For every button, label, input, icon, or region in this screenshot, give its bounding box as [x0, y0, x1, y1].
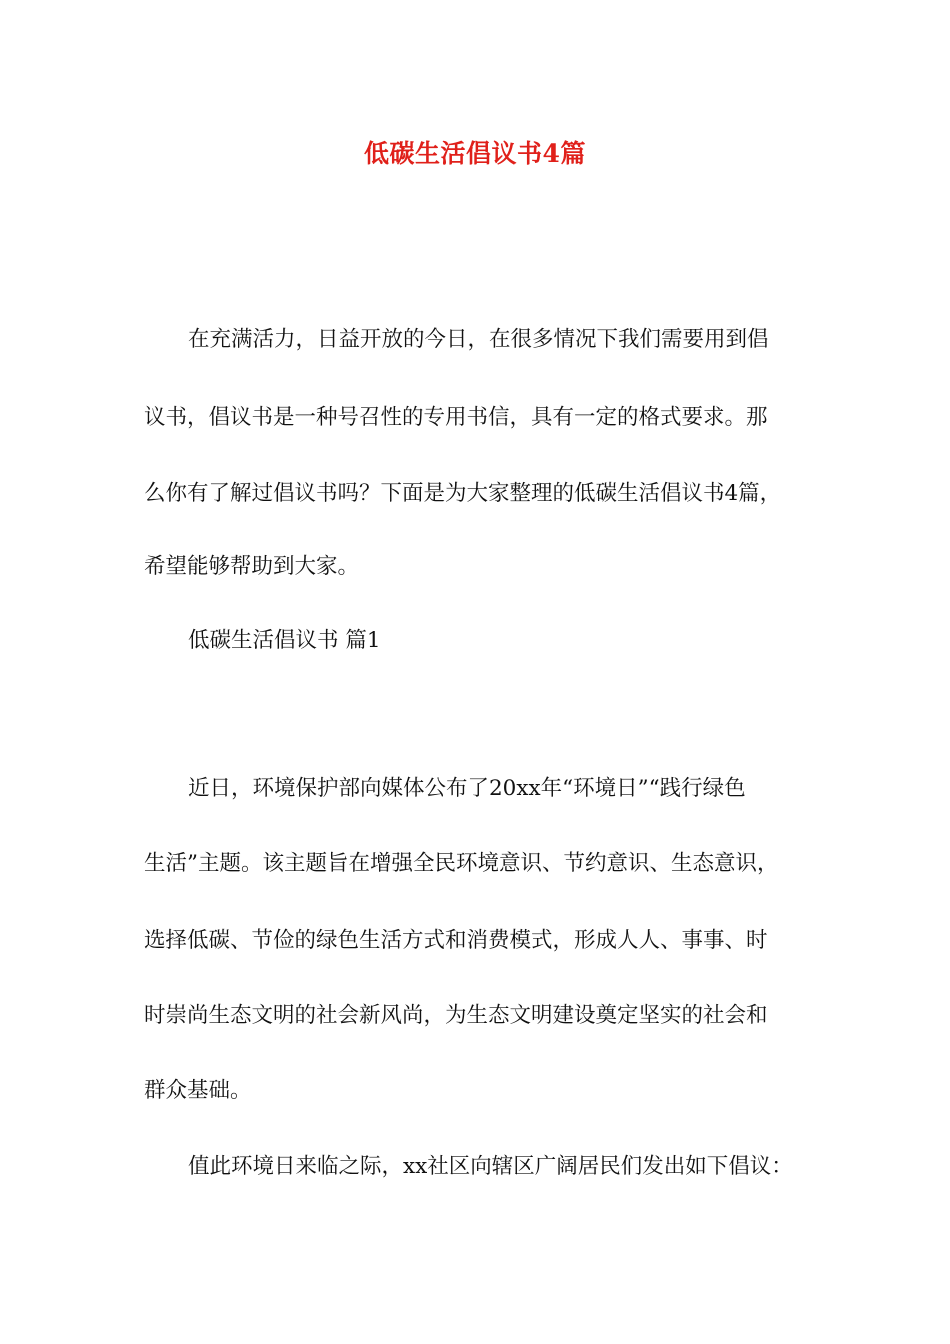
paragraph-2-line-1: 值此环境日来临之际，xx社区向辖区广阔居民们发出如下倡议： — [188, 1154, 793, 1179]
intro-line-1: 在充满活力，日益开放的今日，在很多情况下我们需要用到倡 — [188, 327, 769, 352]
paragraph-1-line-1: 近日，环境保护部向媒体公布了20xx年“环境日”“践行绿色 — [188, 776, 746, 801]
paragraph-1-line-3: 选择低碳、节俭的绿色生活方式和消费模式，形成人人、事事、时 — [144, 928, 768, 953]
intro-line-2: 议书，倡议书是一种号召性的专用书信，具有一定的格式要求。那 — [144, 405, 768, 430]
paragraph-1-line-2: 生活”主题。该主题旨在增强全民环境意识、节约意识、生态意识， — [144, 851, 779, 876]
section-heading: 低碳生活倡议书 篇1 — [188, 628, 381, 653]
intro-line-4: 希望能够帮助到大家。 — [144, 554, 360, 579]
intro-line-3: 么你有了解过倡议书吗？下面是为大家整理的低碳生活倡议书4篇， — [144, 481, 782, 506]
document-title: 低碳生活倡议书4篇 — [364, 139, 586, 168]
paragraph-1-line-4: 时崇尚生态文明的社会新风尚，为生态文明建设奠定坚实的社会和 — [144, 1003, 768, 1028]
paragraph-1-line-5: 群众基础。 — [144, 1078, 252, 1103]
